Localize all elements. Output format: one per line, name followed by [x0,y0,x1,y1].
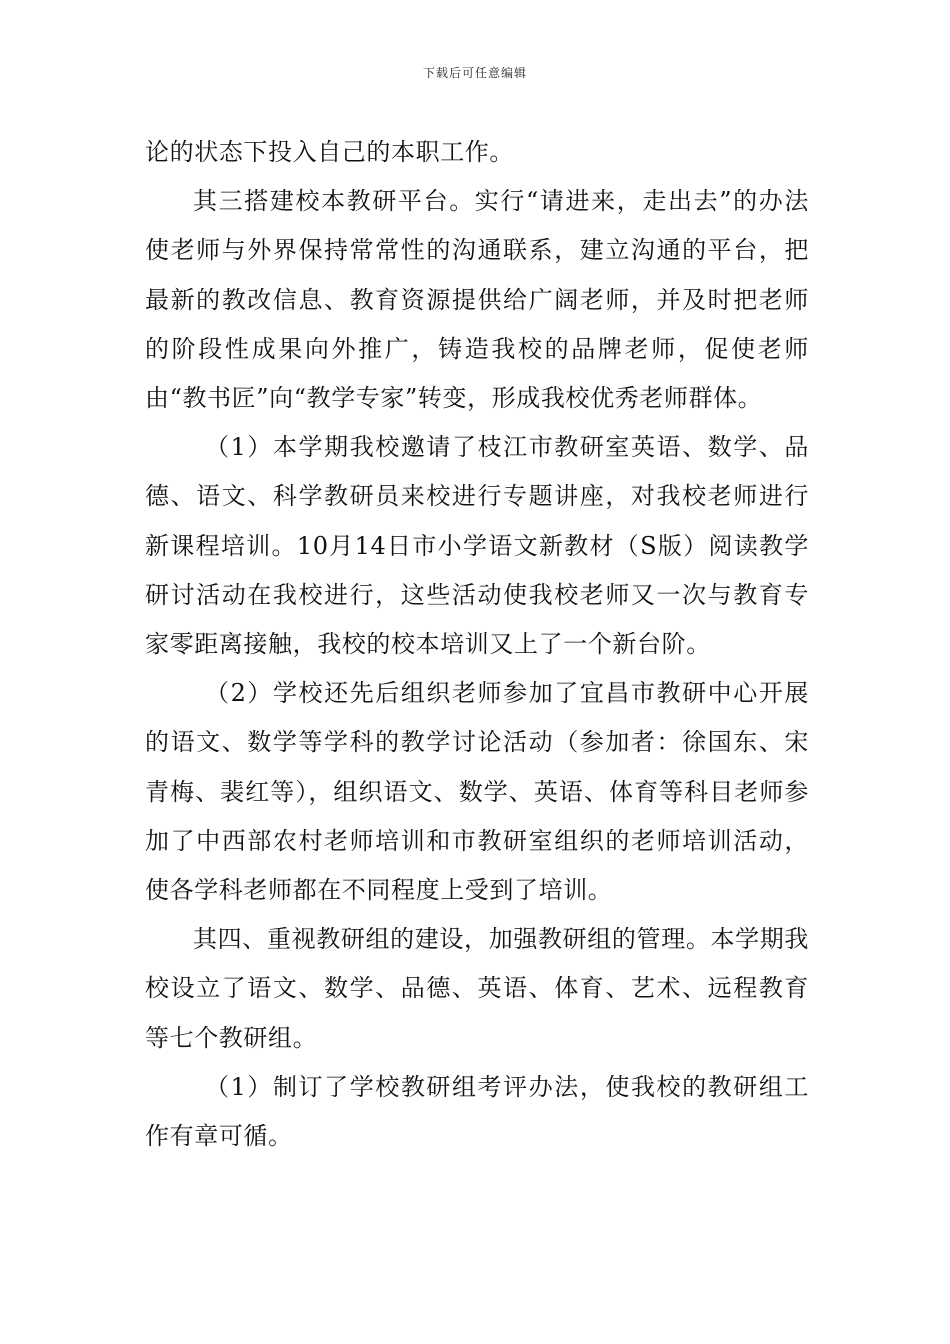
paragraph-platform: 其三搭建校本教研平台。实行“请进来，走出去”的办法使老师与外界保持常常性的沟通联系，建立沟通的平台，把最新的教改信息、教育资源提供给广阔老师，并及时把老师的阶段性成果向外推广，铸造我校的品牌老师，促使老师由“教书匠”向“教学专家”转变，形成我校优秀老师群体。 [145,187,809,413]
page-header: 下载后可任意编辑 [422,66,527,80]
paragraph-continuation: 论的状态下投入自己的本职工作。 [145,138,514,166]
paragraph-item-1-evaluation: （1）制订了学校教研组考评办法，使我校的教研组工作有章可循。 [145,1072,809,1151]
document-body [145,128,809,1161]
paragraph-item-2-training: （2）学校还先后组织老师参加了宜昌市教研中心开展的语文、数学等学科的教学讨论活动（参加者：徐国东、宋青梅、裴红等），组织语文、数学、英语、体育等科目老师参加了中西部农村老师培训和市教研室组织的老师培训活动，使各学科老师都在不同程度上受到了培训。 [145,679,809,905]
paragraph-item-1-lectures: （1）本学期我校邀请了枝江市教研室英语、数学、品德、语文、科学教研员来校进行专题讲座，对我校老师进行新课程培训。10月14日市小学语文新教材（S版）阅读教学研讨活动在我校进行，这些活动使我校老师又一次与教育专家零距离接触，我校的校本培训又上了一个新台阶。 [145,433,809,659]
paragraph-research-groups: 其四、重视教研组的建设，加强教研组的管理。本学期我校设立了语文、数学、品德、英语、体育、艺术、远程教育等七个教研组。 [145,925,809,1052]
